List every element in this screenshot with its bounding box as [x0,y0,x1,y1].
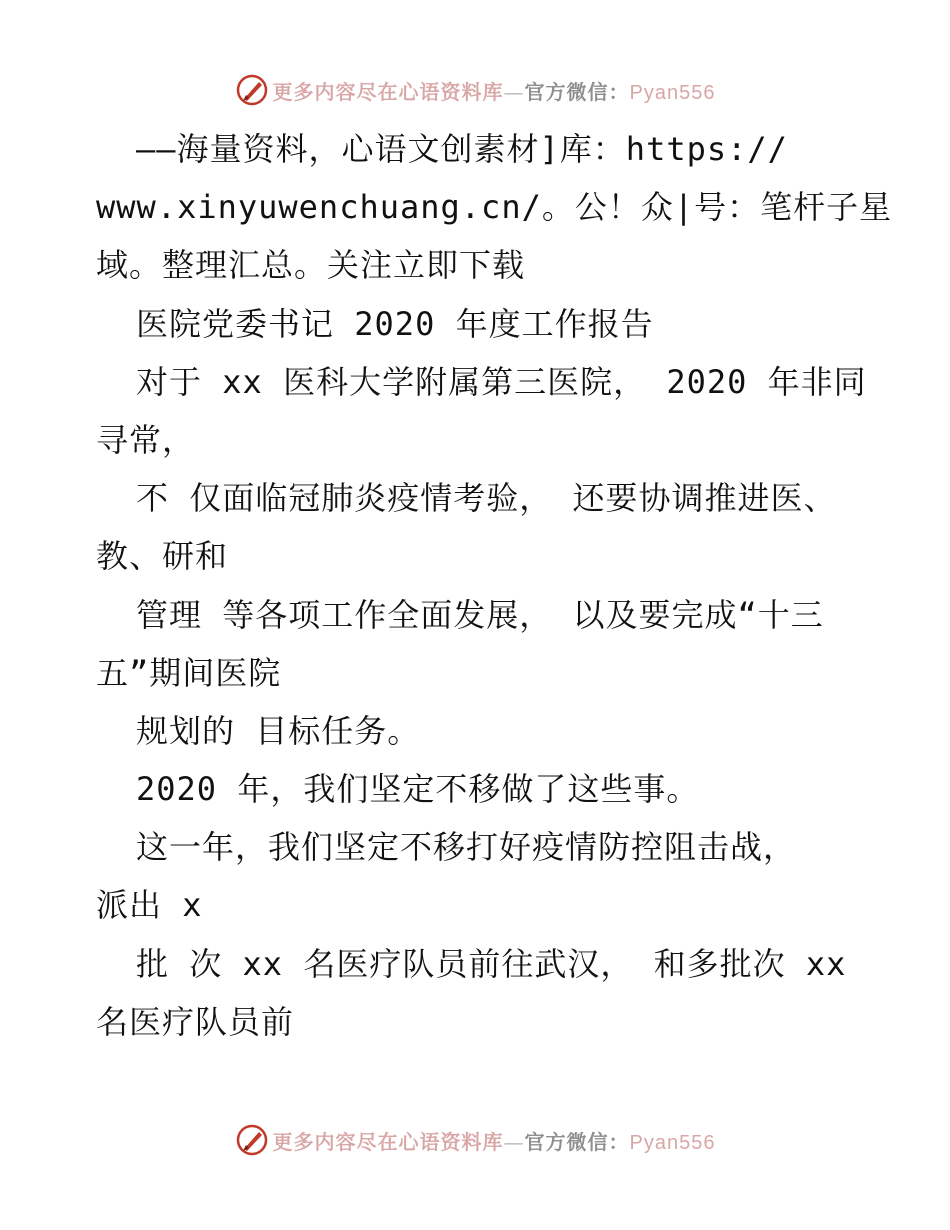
text-line: 规划的 目标任务。 [136,711,421,750]
header-watermark-lead: 更多内容尽在心语资料库 [272,79,504,104]
document-body [96,120,893,1051]
text-line: ——海量资料，心语文创素材]库：https:// [136,130,788,168]
header-watermark-inner [235,73,716,107]
text-line: 五”期间医院 [96,653,282,692]
footer-watermark-dash: — [503,1129,525,1154]
text-line: 教、研和 [96,537,229,576]
text-line: 2020 年，我们坚定不移做了这些事。 [136,770,700,809]
text-line: 不 仅面临冠肺炎疫情考验， 还要协调推进医、 [136,479,837,518]
text-line: 对于 xx 医科大学附属第三医院， 2020 年非同 [136,362,867,401]
quill-logo-icon [235,1123,269,1157]
footer-watermark-lead: 更多内容尽在心语资料库 [272,1129,504,1154]
footer-watermark-text [273,1126,716,1155]
footer-watermark-id: Pyan556 [629,1131,716,1154]
header-watermark [0,70,950,110]
text-line: 批 次 xx 名医疗队员前往武汉， 和多批次 xx [136,944,847,983]
footer-watermark-tail: 官方微信： [524,1129,630,1154]
text-line: www.xinyuwenchuang.cn/。公！众|号：笔杆子星 [96,188,893,227]
text-line: 名医疗队员前 [96,1002,295,1041]
header-watermark-tail: 官方微信： [524,79,630,104]
text-line: 派出 x [96,886,203,925]
text-line: 域。整理汇总。关注立即下载 [96,246,526,285]
header-watermark-text [273,76,716,105]
header-watermark-dash: — [503,79,525,104]
footer-watermark [0,1120,950,1160]
quill-logo-icon [235,73,269,107]
text-line: 这一年，我们坚定不移打好疫情防控阻击战， [136,828,797,867]
text-line: 管理 等各项工作全面发展， 以及要完成“十三 [136,595,824,634]
header-watermark-id: Pyan556 [629,81,716,104]
text-line: 寻常， [96,420,196,459]
footer-watermark-inner [235,1123,716,1157]
report-title: 医院党委书记 2020 年度工作报告 [136,304,654,343]
